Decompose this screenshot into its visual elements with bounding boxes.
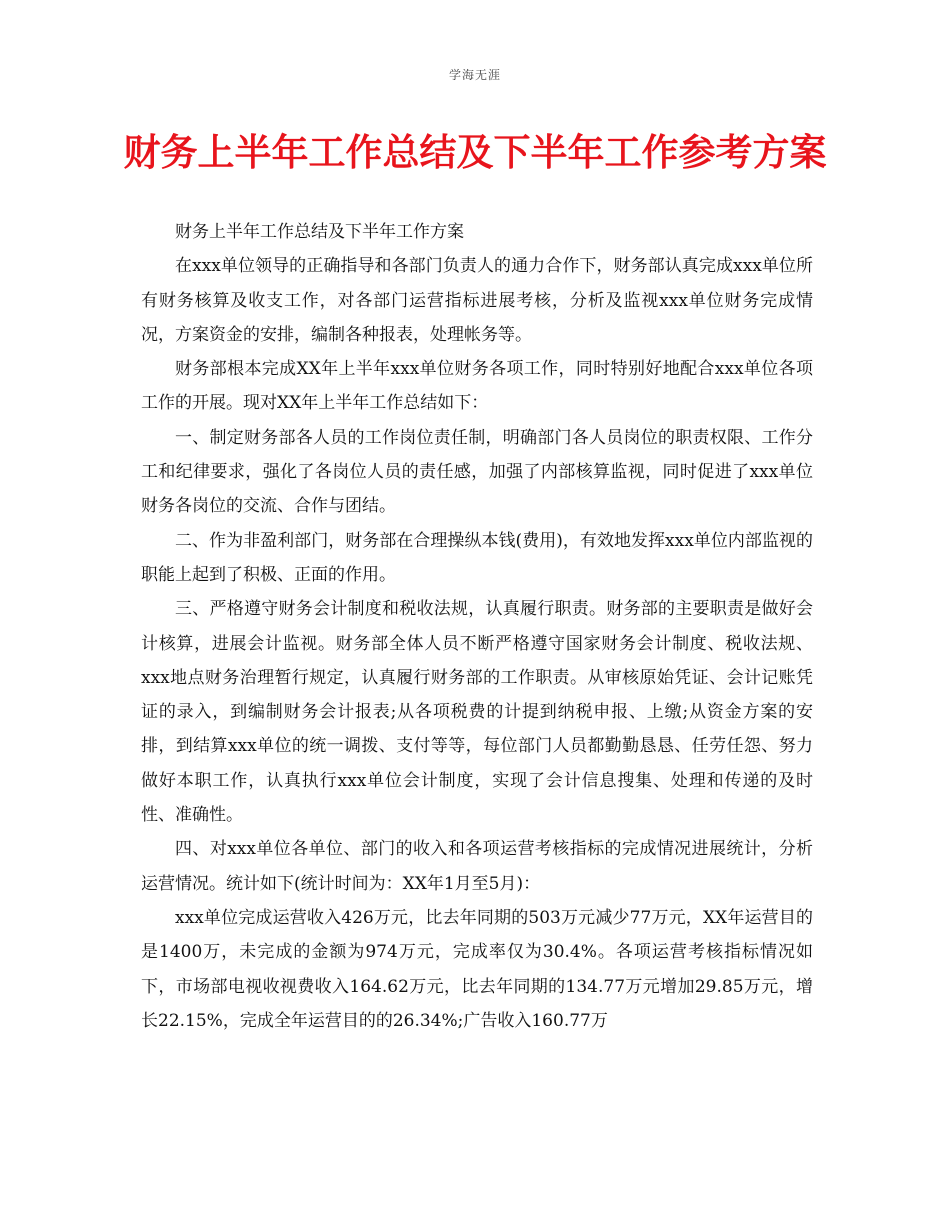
document-subtitle: 财务上半年工作总结及下半年工作方案 <box>175 222 464 242</box>
header-watermark: 学海无涯 <box>448 68 501 82</box>
paragraph: 在xxx单位领导的正确指导和各部门负责人的通力合作下，财务部认真完成xxx单位所有财务核算及收支工作，对各部门运营指标进展考核，分析及监视xxx单位财务完成情况，方案资金的安排，编制各种报表，处理帐务等。 <box>141 256 813 345</box>
paragraph: xxx单位完成运营收入426万元，比去年同期的503万元减少77万元，XX年运营目的是1400万，未完成的金额为974万元，完成率仅为30.4%。各项运营考核指标情况如下，市场部电视收视费收入164.62万元，比去年同期的134.77万元增加29.85万元，增长22.15%，完成全年运营目的的26.34%;广告收入160.77万 <box>141 907 813 1031</box>
paragraph: 四、对xxx单位各单位、部门的收入和各项运营考核指标的完成情况进展统计，分析运营情况。统计如下(统计时间为：XX年1月至5月)： <box>141 839 813 894</box>
document-title: 财务上半年工作总结及下半年工作参考方案 <box>123 131 827 174</box>
paragraph: 三、严格遵守财务会计制度和税收法规，认真履行职责。财务部的主要职责是做好会计核算，进展会计监视。财务部全体人员不断严格遵守国家财务会计制度、税收法规、xxx地点财务治理暂行规定，认真履行财务部的工作职责。从审核原始凭证、会计记账凭证的录入，到编制财务会计报表;从各项税费的计提到纳税申报、上缴;从资金方案的安排，到结算xxx单位的统一调拨、支付等等，每位部门人员都勤勤恳恳、任劳任怨、努力做好本职工作，认真执行xxx单位会计制度，实现了会计信息搜集、处理和传递的及时性、准确性。 <box>141 599 813 826</box>
paragraph: 财务部根本完成XX年上半年xxx单位财务各项工作，同时特别好地配合xxx单位各项工作的开展。现对XX年上半年工作总结如下： <box>141 359 813 414</box>
paragraph: 一、制定财务部各人员的工作岗位责任制，明确部门各人员岗位的职责权限、工作分工和纪律要求，强化了各岗位人员的责任感，加强了内部核算监视，同时促进了xxx单位财务各岗位的交流、合作与团结。 <box>141 427 813 517</box>
document-body <box>141 215 813 1038</box>
paragraph: 二、作为非盈利部门，财务部在合理操纵本钱(费用)，有效地发挥xxx单位内部监视的职能上起到了积极、正面的作用。 <box>141 530 813 585</box>
